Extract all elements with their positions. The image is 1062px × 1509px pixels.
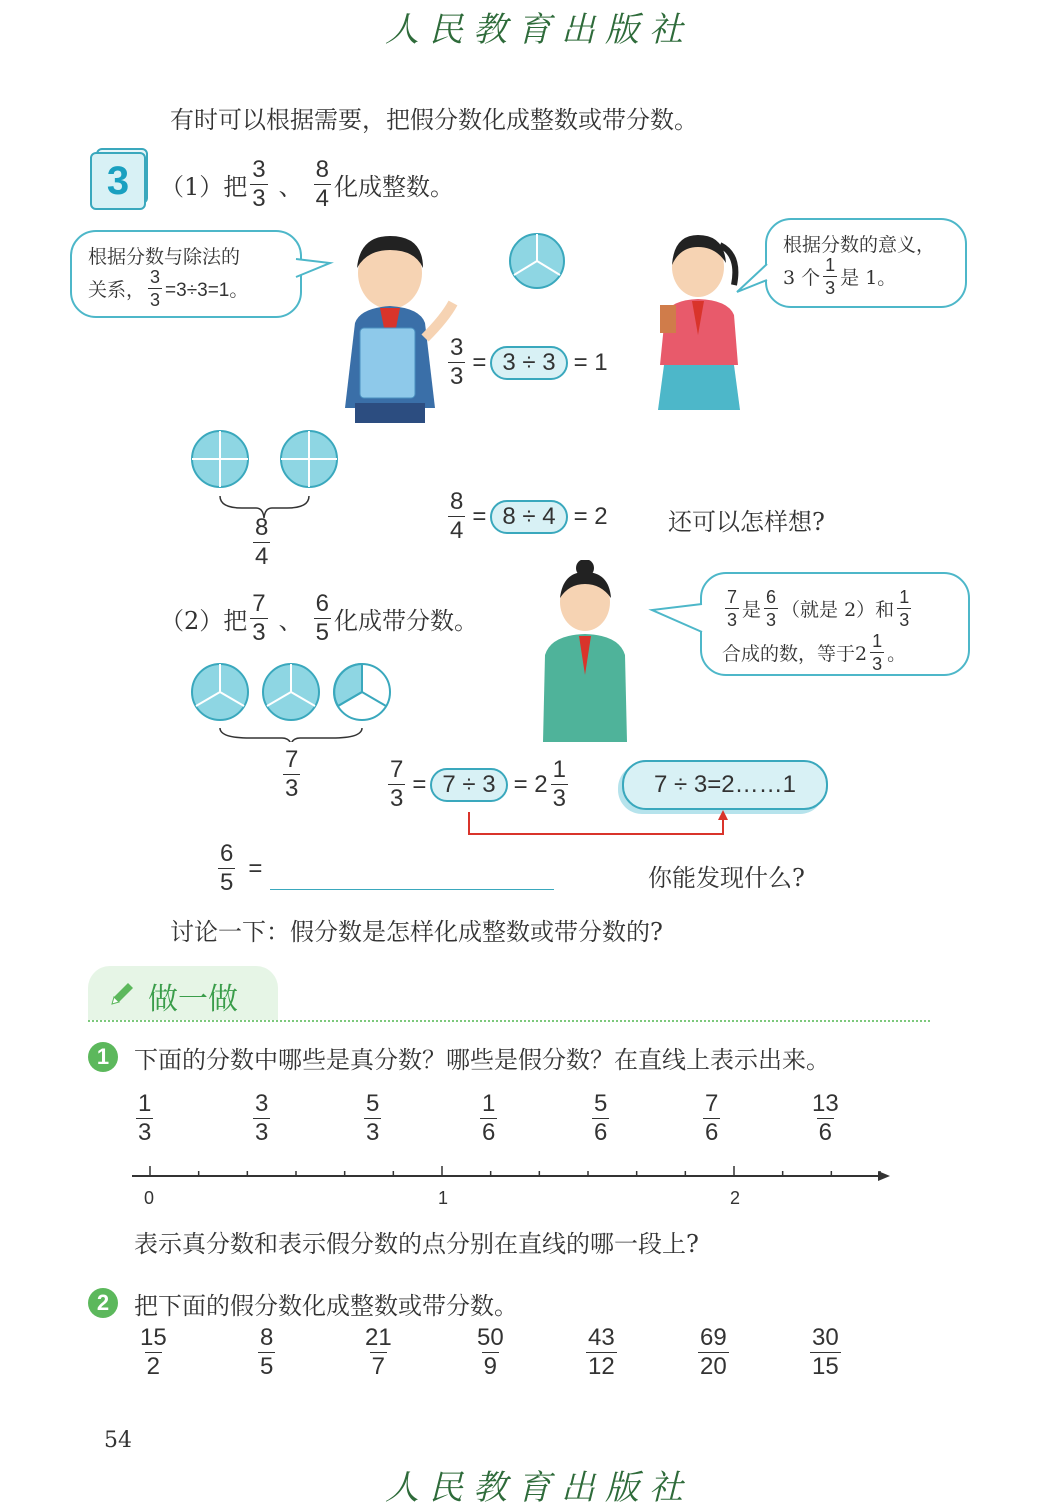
section-title: 做一做 bbox=[148, 982, 238, 1017]
page-number: 54 bbox=[104, 1428, 132, 1453]
girl-illustration bbox=[650, 225, 750, 420]
fraction: $\frac{8}{4}$ bbox=[255, 514, 269, 570]
question-discover: 你能发现什么? bbox=[648, 864, 805, 892]
exercise1-question: 表示真分数和表示假分数的点分别在直线的哪一段上? bbox=[134, 1230, 699, 1258]
speech-bubble-girl2 bbox=[700, 572, 970, 676]
fraction: $\frac{1}{6}$ bbox=[482, 1090, 496, 1146]
part2-title: （2）把 $\frac{7}{3}$ 、 $\frac{6}{5}$ 化成带分数。 bbox=[160, 590, 478, 646]
equation-7-3: $\frac{7}{3}$ = 7 ÷ 3 = 2 $\frac{1}{3}$ bbox=[390, 756, 566, 812]
question-other-way: 还可以怎样想? bbox=[668, 508, 825, 536]
division-oval: 3 ÷ 3 bbox=[490, 346, 567, 380]
bubble-line: 3 个 $\frac{1}{3}$ 是 1。 bbox=[783, 255, 897, 298]
part1-suffix: 化成整数。 bbox=[334, 173, 454, 201]
fraction: $\frac{30}{15}$ bbox=[812, 1324, 839, 1380]
bubble-line: 合成的数，等于2 $\frac{1}{3}$ 。 bbox=[722, 631, 907, 674]
circles-thirds bbox=[190, 662, 395, 742]
publisher-logo-top: 人民教育出版社 bbox=[385, 10, 693, 50]
separator: 、 bbox=[278, 173, 303, 201]
exercise-number: 2 bbox=[88, 1288, 118, 1318]
equation-3-3: $\frac{3}{3}$ = 3 ÷ 3 = 1 bbox=[450, 334, 608, 390]
speech-bubble-boy bbox=[70, 230, 302, 318]
fraction: $\frac{8}{4}$ bbox=[450, 488, 464, 544]
fraction: $\frac{5}{3}$ bbox=[366, 1090, 380, 1146]
discuss-text: 讨论一下：假分数是怎样化成整数或带分数的? bbox=[170, 918, 663, 946]
label-7-3 bbox=[280, 748, 303, 801]
fraction: $\frac{15}{2}$ bbox=[140, 1324, 167, 1380]
fraction: $\frac{21}{7}$ bbox=[365, 1324, 392, 1380]
label-8-4 bbox=[250, 516, 273, 569]
fraction: $\frac{7}{3}$ bbox=[252, 590, 266, 646]
fraction: $\frac{3}{3}$ bbox=[450, 334, 464, 390]
example-badge bbox=[90, 152, 146, 208]
fraction: $\frac{8}{5}$ bbox=[260, 1324, 274, 1380]
exercise2-text: 把下面的假分数化成整数或带分数。 bbox=[134, 1292, 518, 1320]
result: = 1 bbox=[573, 348, 608, 376]
boy-illustration bbox=[325, 228, 460, 423]
division-oval: 7 ÷ 3 bbox=[430, 768, 507, 802]
bubble-line: 根据分数与除法的 bbox=[88, 246, 241, 268]
fraction: $\frac{50}{9}$ bbox=[477, 1324, 504, 1380]
axis-label: 0 bbox=[144, 1188, 155, 1208]
publisher-logo-bottom: 人民教育出版社 bbox=[385, 1468, 693, 1508]
ex1-fractions-row bbox=[133, 1092, 853, 1152]
fraction: $\frac{6}{3}$ bbox=[766, 587, 777, 630]
fraction: $\frac{6}{5}$ bbox=[220, 840, 234, 896]
part1-title bbox=[160, 158, 454, 211]
fraction: $\frac{7}{3}$ bbox=[285, 746, 299, 802]
fraction: $\frac{3}{3}$ bbox=[252, 156, 266, 212]
connector-arrow bbox=[462, 808, 732, 842]
fraction: $\frac{3}{3}$ bbox=[255, 1090, 269, 1146]
equation-6-5: $\frac{6}{5}$ = bbox=[220, 840, 263, 896]
fraction: $\frac{3}{3}$ bbox=[150, 267, 161, 310]
fraction: $\frac{6}{5}$ bbox=[315, 590, 329, 646]
girl2-illustration bbox=[535, 560, 635, 742]
exercise1-text: 下面的分数中哪些是真分数？哪些是假分数？在直线上表示出来。 bbox=[134, 1046, 830, 1074]
section-header bbox=[88, 966, 278, 1020]
fraction: $\frac{1}{3}$ bbox=[825, 255, 836, 298]
fraction: $\frac{1}{3}$ bbox=[138, 1090, 152, 1146]
bubble-tail bbox=[648, 598, 706, 638]
circle-thirds-icon bbox=[508, 232, 568, 292]
equation-8-4: $\frac{8}{4}$ = 8 ÷ 4 = 2 bbox=[450, 488, 608, 544]
speech-bubble-girl1 bbox=[765, 218, 967, 308]
bubble-line: 根据分数的意义， bbox=[783, 234, 936, 256]
fraction: $\frac{1}{3}$ bbox=[872, 631, 883, 674]
axis-label: 1 bbox=[438, 1188, 449, 1208]
fraction: $\frac{7}{3}$ bbox=[727, 587, 738, 630]
fraction: $\frac{43}{12}$ bbox=[588, 1324, 615, 1380]
fraction: $\frac{7}{3}$ bbox=[390, 756, 404, 812]
fraction: $\frac{7}{6}$ bbox=[705, 1090, 719, 1146]
part1-prefix: （1）把 bbox=[160, 173, 248, 201]
example-number: 3 bbox=[90, 152, 146, 210]
fraction: $\frac{5}{6}$ bbox=[594, 1090, 608, 1146]
division-oval: 8 ÷ 4 bbox=[490, 500, 567, 534]
bubble-line: 关系， $\frac{3}{3}$ =3÷3=1。 bbox=[88, 267, 249, 310]
answer-blank[interactable] bbox=[270, 888, 554, 890]
result: = 2 bbox=[573, 502, 608, 530]
number-line bbox=[130, 1160, 895, 1190]
fraction: $\frac{1}{3}$ bbox=[899, 587, 910, 630]
fraction: $\frac{69}{20}$ bbox=[700, 1324, 727, 1380]
fraction: $\frac{1}{3}$ bbox=[552, 756, 566, 812]
exercise-number: 1 bbox=[88, 1042, 118, 1072]
ex2-fractions-row bbox=[135, 1326, 855, 1386]
axis-label: 2 bbox=[730, 1188, 741, 1208]
intro-text: 有时可以根据需要，把假分数化成整数或带分数。 bbox=[170, 106, 698, 134]
fraction: $\frac{8}{4}$ bbox=[315, 156, 329, 212]
remainder-box: 7 ÷ 3=2……1 bbox=[622, 760, 828, 810]
section-divider bbox=[88, 1020, 930, 1022]
bubble-line: $\frac{7}{3}$ 是 $\frac{6}{3}$ （就是 2）和 $\frac{1}{3}$ bbox=[727, 587, 910, 630]
pencil-icon bbox=[108, 980, 136, 1008]
fraction: $\frac{13}{6}$ bbox=[812, 1090, 839, 1146]
